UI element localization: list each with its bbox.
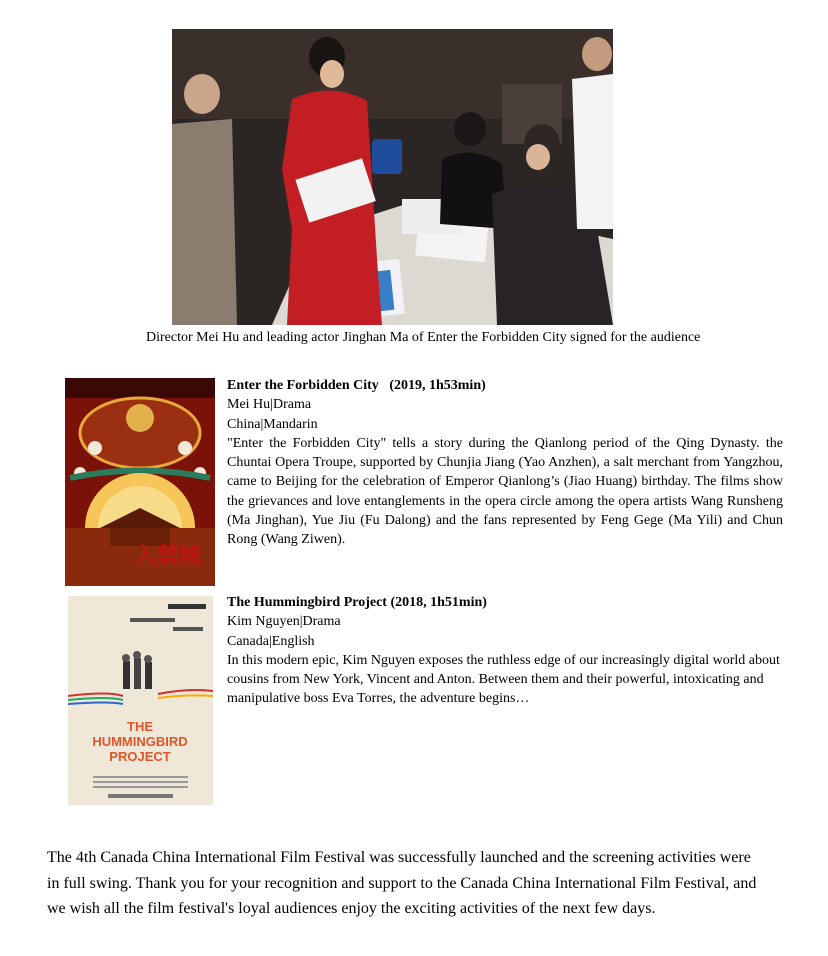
- closing-paragraph: The 4th Canada China International Film Festival was successfully launched and the screening activities were in full swing. Thank you for your recognition and support to the Canada China International Film Festival, and we wish all the film festival's loyal audiences enjoy the exciting activities of the next few days.: [47, 849, 757, 917]
- film-director-genre: Mei Hu|Drama: [227, 397, 312, 413]
- photo-caption: Director Mei Hu and leading actor Jinghan Ma of Enter the Forbidden City signed for the audience: [146, 330, 701, 345]
- film-country-language: China|Mandarin: [227, 416, 318, 432]
- film-year-runtime: (2019, 1h53min): [389, 378, 486, 393]
- film-title: The Hummingbird Project: [227, 595, 387, 610]
- film-description: "Enter the Forbidden City" tells a story during the Qianlong period of the Qing Dynasty. the Chuntai Opera Troupe, supported by Chunjia Jiang (Yao Anzhen), a salt merchant from Yangzhou, came to Beijing for the celebration of Emperor Qianlong’s (Jiao Huang) birthday. The films show the grievances and love entanglements in the opera circle among the opera artists Wang Runsheng (Ma Jinghan), Yue Jiu (Fu Dalong) and the fans represented by Feng Gege (Ma Yili) and Chun Rong (Wang Ziwen).: [227, 435, 783, 548]
- svg-text:THE: THE: [127, 719, 153, 734]
- film-country-language: Canada|English: [227, 633, 315, 649]
- svg-text:HUMMINGBIRD: HUMMINGBIRD: [92, 734, 188, 749]
- svg-text:入禁城: 入禁城: [135, 543, 202, 569]
- film-director-genre: Kim Nguyen|Drama: [227, 614, 341, 630]
- svg-text:PROJECT: PROJECT: [109, 749, 171, 764]
- film-entry-forbidden-city: [227, 376, 783, 550]
- hummingbird-project-poster: [68, 596, 213, 805]
- film-description: In this modern epic, Kim Nguyen exposes the ruthless edge of our increasingly digital world about cousins from New York, Vincent and Anton. Between them and their powerful, intoxicating and manipulative boss Eva Torres, the adventure begins…: [227, 652, 780, 707]
- forbidden-city-poster: [65, 378, 215, 586]
- film-title: Enter the Forbidden City: [227, 378, 379, 393]
- film-entry-hummingbird-project: [227, 593, 783, 709]
- film-year-runtime: (2018, 1h51min): [390, 595, 487, 610]
- event-photo: [172, 29, 613, 325]
